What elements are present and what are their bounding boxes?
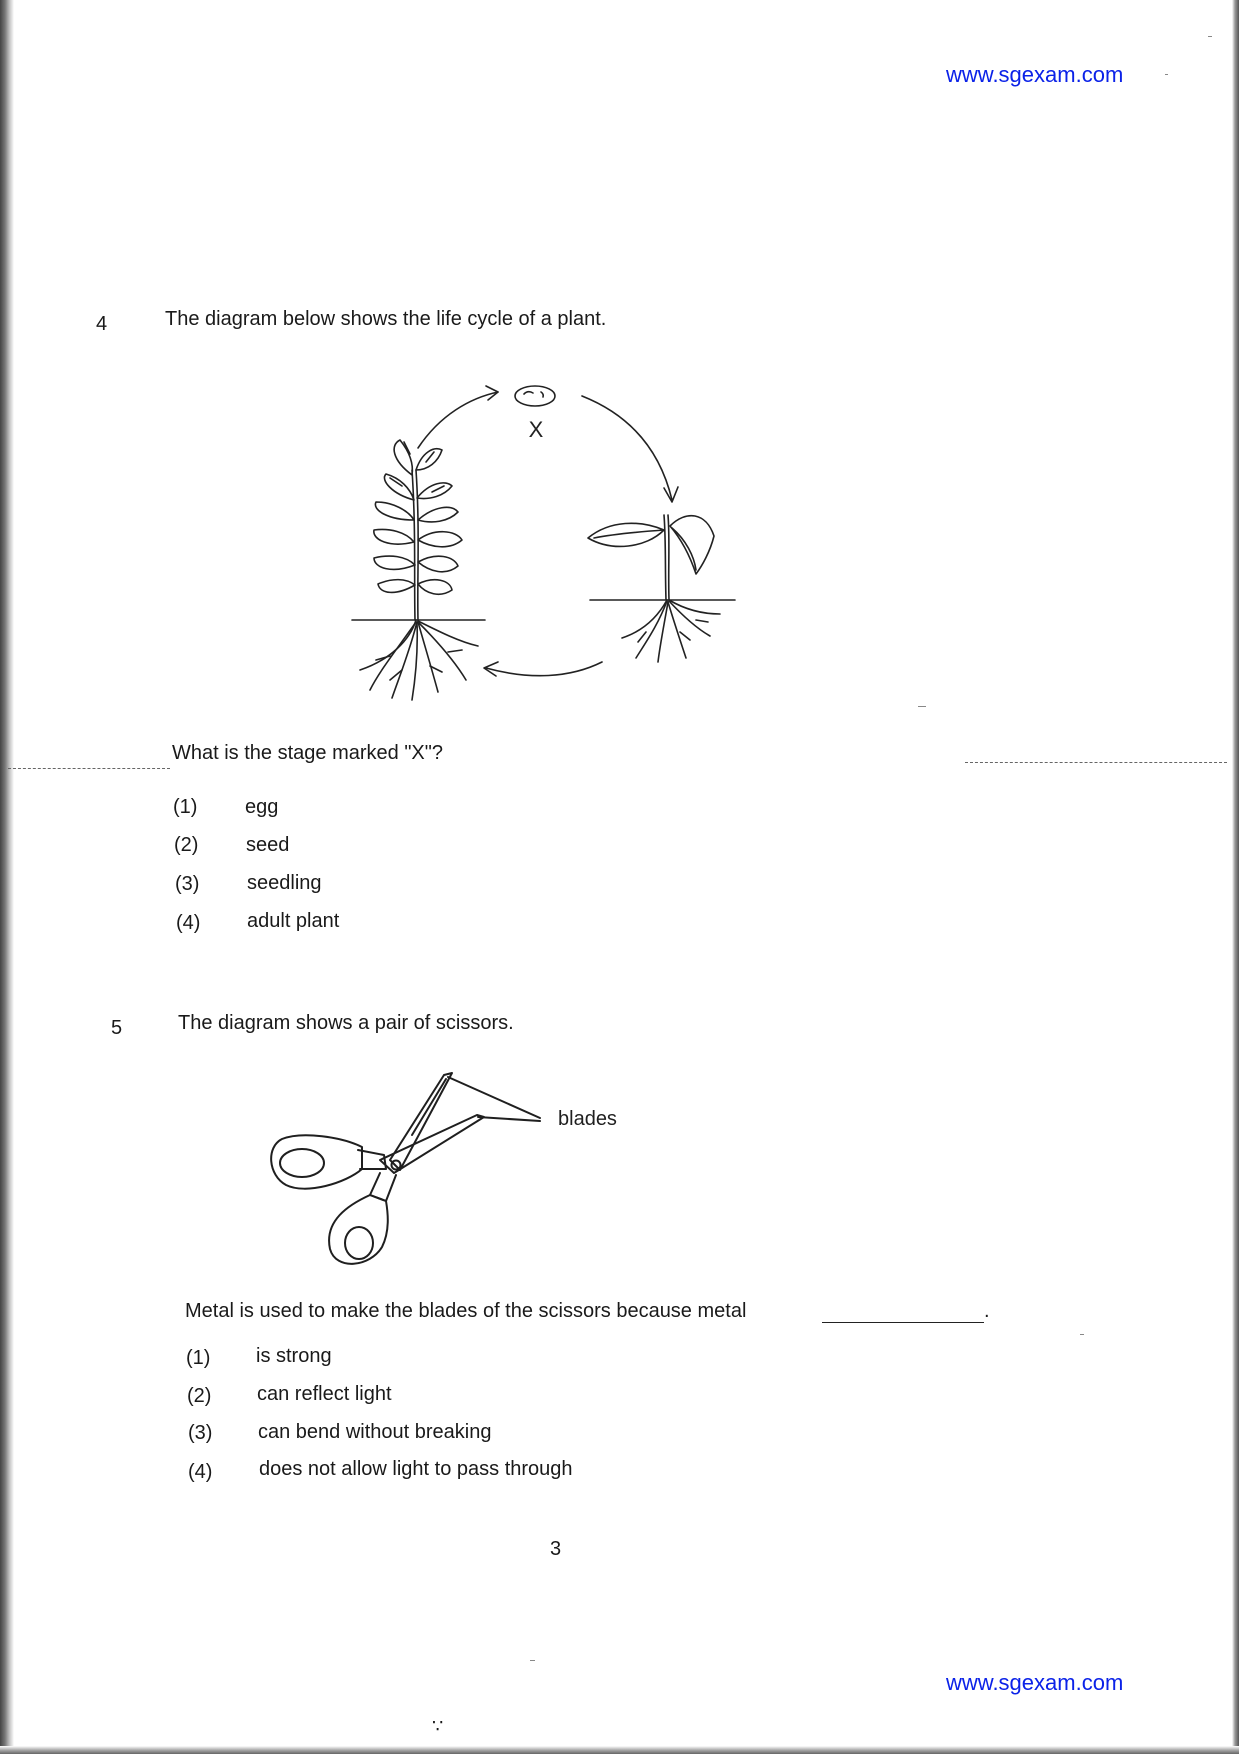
answer-blank-line [822,1322,984,1323]
scan-edge-right [1232,0,1239,1754]
q5-question-end: . [984,1300,990,1322]
arrow-seed-to-seedling [582,396,678,502]
q4-option-3-number[interactable]: (3) [175,873,200,895]
arrow-seedling-to-adult [484,662,602,676]
upper-handle [271,1135,362,1188]
q4-question: What is the stage marked "X"? [172,742,443,764]
q4-option-1-text[interactable]: egg [245,796,279,818]
q5-prompt: The diagram shows a pair of scissors. [178,1012,514,1034]
q4-option-4-number[interactable]: (4) [176,912,201,934]
scan-mark: ∵ [432,1716,444,1736]
page-number: 3 [550,1538,562,1560]
q5-number: 5 [111,1017,123,1039]
q4-option-1-number[interactable]: (1) [173,796,198,818]
q5-option-3-number[interactable]: (3) [188,1422,213,1444]
footer-website-link[interactable]: www.sgexam.com [946,1670,1124,1695]
q5-question: Metal is used to make the blades of the scissors because metal [185,1300,747,1322]
scan-speck [1080,1334,1084,1335]
plant-life-cycle-diagram [330,370,760,715]
header-website-link[interactable]: www.sgexam.com [946,62,1124,87]
scan-speck [1165,74,1168,75]
blade-leader-line-1 [448,1077,540,1118]
blade-leader-line-2 [478,1117,540,1121]
q4-number: 4 [96,313,108,335]
q4-option-2-text[interactable]: seed [246,834,290,856]
q5-option-1-number[interactable]: (1) [186,1347,211,1369]
scan-edge-bottom [0,1746,1239,1754]
q5-option-3-text[interactable]: can bend without breaking [258,1421,492,1443]
stage-x-label: X [528,417,544,442]
scan-dotted-line-right [965,762,1227,763]
scan-speck [918,706,926,707]
arrow-adult-to-seed [418,386,498,448]
q4-prompt: The diagram below shows the life cycle of a plant. [165,308,607,330]
seed-x-icon [515,386,555,406]
scissors-diagram [262,1065,682,1275]
q5-option-2-text[interactable]: can reflect light [257,1383,392,1405]
blades-label: blades [558,1108,617,1130]
scan-edge-left [0,0,14,1754]
q5-option-4-number[interactable]: (4) [188,1461,213,1483]
q5-option-4-text[interactable]: does not allow light to pass through [259,1458,573,1480]
lower-handle [329,1195,388,1264]
q4-option-4-text[interactable]: adult plant [247,910,340,932]
q5-option-1-text[interactable]: is strong [256,1345,332,1367]
q4-option-2-number[interactable]: (2) [174,834,199,856]
q4-option-3-text[interactable]: seedling [247,872,322,894]
scan-speck [530,1660,535,1661]
q5-option-2-number[interactable]: (2) [187,1385,212,1407]
adult-plant-drawing [352,440,485,700]
scan-speck [1208,36,1212,37]
seedling-drawing [588,515,735,662]
scan-dotted-line-left [8,768,170,769]
